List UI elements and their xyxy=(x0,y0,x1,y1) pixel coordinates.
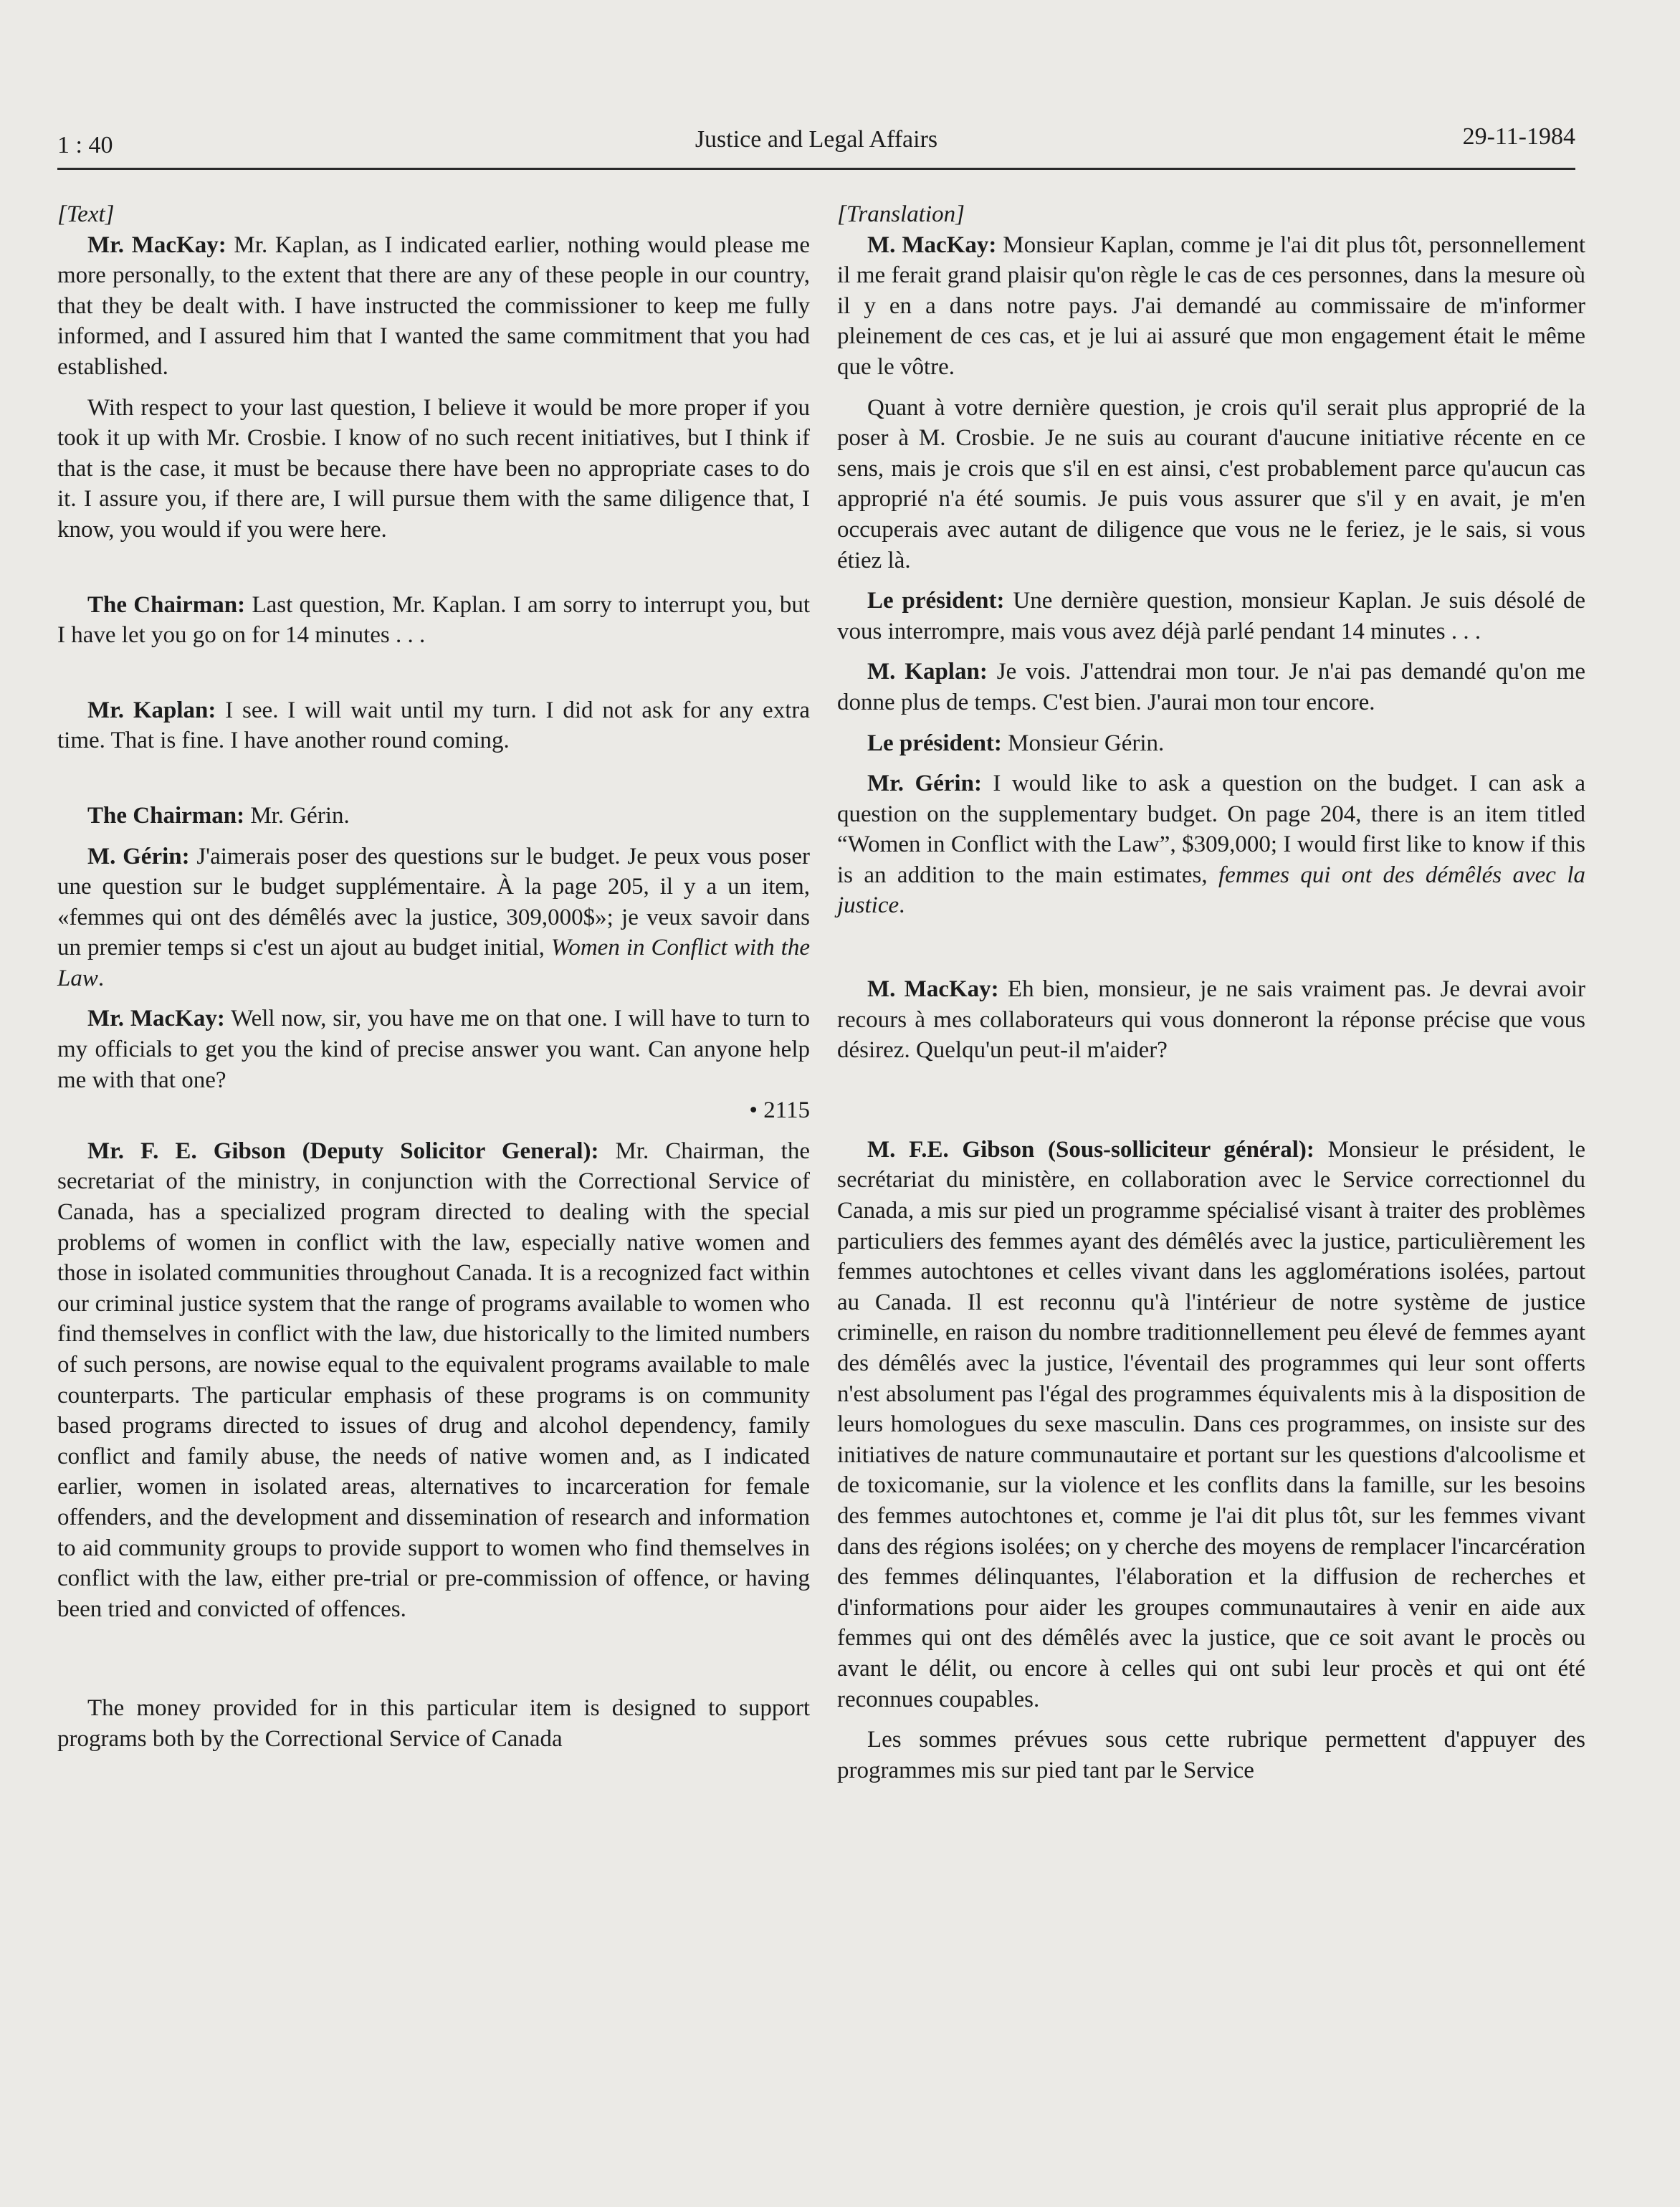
speech-text: I would like to ask a question on the budget. I can ask a question on the supplementary budget. On page 204, there is an item titled “Women in Conflict with the Law”, $309,000; I would first like to know if this is an addition to the main estimates, xyxy=(837,771,1585,888)
speech-text: Monsieur le président, le secrétariat du ministère, en collaboration avec le Service correctionnel du Canada, a mis sur pied un programme spécialisé visant à traiter des problèmes particuliers des femmes ayant des démêlés avec la justice, particulièrement les femmes autochtones et celles vivant dans les agglomérations isolées, partout au Canada. Il est reconnu qu'à l'intérieur de notre système de justice criminelle, en raison du nombre traditionnellement peu élevé de femmes ayant des démêlés avec la justice, l'éventail des programmes qui leur sont offerts n'est absolument pas l'égal des programmes équivalents mis à la disposition de leurs homologues du sexe masculin. Dans ces programmes, on insiste sur des initiatives de nature communautaire et portant sur les questions d'alcoolisme et de toxicomanie, sur la violence et les conflits dans la famille, sur les besoins des femmes autochtones et, comme je l'ai dit plus tôt, sur les femmes vivant dans des régions isolées; on y cherche des moyens de remplacer l'incarcération des femmes délinquantes, l'élaboration et la diffusion de recherches et d'informations pour aider les groupes communautaires à venir en aide aux femmes qui ont des démêlés avec la justice, que ce soit avant le procès ou avant le délit, ou encore à celles qui ont subi leur procès et qui ont été reconnues coupables. xyxy=(837,1136,1585,1712)
speaker-name: M. F.E. Gibson (Sous-solliciteur général): xyxy=(867,1136,1314,1163)
speech-text: Mr. Gérin. xyxy=(244,802,350,829)
speaker-name: The Chairman: xyxy=(87,591,246,618)
paragraph-chairman-1-fr xyxy=(837,586,1585,647)
speaker-name: M. Kaplan: xyxy=(867,659,988,685)
italic-title: Women in Conflict with the Law xyxy=(57,935,810,991)
paragraph-gerin-fr xyxy=(837,768,1585,921)
speaker-name: Mr. Gérin: xyxy=(867,771,982,797)
speaker-name: M. MacKay: xyxy=(867,232,997,258)
speaker-name: Mr. Kaplan: xyxy=(87,697,216,723)
italic-title: femmes qui ont des démêlés avec la justice xyxy=(837,862,1586,919)
text-tag: [Text] xyxy=(57,201,115,227)
paragraph-kaplan-fr xyxy=(837,657,1585,718)
page-date: 29-11-1984 xyxy=(1462,123,1575,150)
time-marker: • 2115 xyxy=(749,1097,810,1124)
speaker-name: M. Gérin: xyxy=(87,843,190,869)
running-title: Justice and Legal Affairs xyxy=(695,126,938,153)
speaker-name: Mr. F. E. Gibson (Deputy Solicitor General): xyxy=(87,1138,599,1164)
speech-text: Last question, Mr. Kaplan. I am sorry to interrupt you, but I have let you go on for 14 minutes . . . xyxy=(57,591,811,649)
french-column xyxy=(837,199,1585,1786)
speech-text: Une dernière question, monsieur Kaplan. Je suis désolé de vous interrompre, mais vous avez déjà parlé pendant 14 minutes . . . xyxy=(837,588,1586,644)
paragraph-gibson-1-fr xyxy=(837,1135,1585,1715)
page-header xyxy=(57,123,1575,166)
speech-text: Je vois. J'attendrai mon tour. Je n'ai pas demandé qu'on me donne plus de temps. C'est bien. J'aurai mon tour encore. xyxy=(837,659,1585,715)
paragraph-mackay-3 xyxy=(57,1004,810,1095)
paragraph-chairman-2 xyxy=(57,801,810,831)
translation-tag: [Translation] xyxy=(837,201,965,227)
paragraph-gerin xyxy=(57,842,810,994)
paragraph-chairman-1 xyxy=(57,590,810,651)
speech-text: J'aimerais poser des questions sur le budget. Je peux vous poser une question sur le budget supplémentaire. À la page 205, il y a un item, «femmes qui ont des démêlés avec la justice, 309,000$»; je veux savoir dans un premier temps si c'est un ajout au budget initial, xyxy=(57,843,811,961)
speaker-name: Mr. MacKay: xyxy=(87,1006,225,1032)
paragraph-mackay-1 xyxy=(57,230,810,383)
paragraph-gibson-1 xyxy=(57,1136,810,1625)
speech-text: I see. I will wait until my turn. I did not ask for any extra time. That is fine. I have another round coming. xyxy=(57,697,810,754)
paragraph-mackay-2: With respect to your last question, I believe it would be more proper if you took it up with Mr. Crosbie. I know of no such recent initiatives, but I think if that is the case, it must be because there have been no appropriate cases to do it. I assure you, if there are, I will pursue them with the same diligence that, I know, you would if you were here. xyxy=(57,394,810,543)
paragraph-mackay-2-fr: Quant à votre dernière question, je crois qu'il serait plus approprié de la poser à M. Crosbie. Je ne suis au courant d'aucune initiative récente en ce sens, mais je crois que s'il en est ainsi, c'est probablement parce qu'aucun cas approprié n'a été soumis. Je puis vous assurer que s'il y en avait, je m'en occuperais avec autant de diligence que vous ne le feriez, je le sais, si vous étiez là. xyxy=(837,394,1585,573)
speaker-name: The Chairman: xyxy=(87,802,245,829)
speech-text: Monsieur Kaplan, comme je l'ai dit plus tôt, personnellement il me ferait grand plaisir qu'on règle le cas de ces personnes, dans la mesure où il y en a dans notre pays. J'ai demandé au commissaire de m'informer pleinement de ces cas, et je lui ai assuré que mon engagement était le même que le vôtre. xyxy=(837,232,1585,380)
paragraph-mackay-3-fr xyxy=(837,974,1585,1066)
header-rule xyxy=(57,168,1575,170)
english-column xyxy=(57,199,810,1755)
paragraph-chairman-2-fr xyxy=(837,728,1585,759)
speech-text: Mr. Kaplan, as I indicated earlier, nothing would please me more personally, to the extent that there are any of these people in our country, that they be dealt with. I have instructed the commissioner to keep me fully informed, and I assured him that I wanted the same commitment that you had established. xyxy=(57,232,810,380)
speech-text: Well now, sir, you have me on that one. I will have to turn to my officials to get you the kind of precise answer you want. Can anyone help me with that one? xyxy=(57,1006,810,1093)
speaker-name: Le président: xyxy=(867,730,1002,756)
speech-text-end: . xyxy=(97,965,105,991)
paragraph-kaplan xyxy=(57,695,810,756)
speaker-name: Le président: xyxy=(867,588,1005,614)
speech-text: Mr. Chairman, the secretariat of the ministry, in conjunction with the Correctional Service of Canada, has a specialized program directed to dealing with the special problems of women in conflict with the law, especially native women and those in isolated communities throughout Canada. It is a recognized fact within our criminal justice system that the range of programs available to women who find themselves in conflict with the law, due historically to the limited numbers of such persons, are nowise equal to the equivalent programs available to male counterparts. The particular emphasis of these programs is on community based programs directed to issues of drug and alcohol dependency, family conflict and family abuse, the needs of native women and, as I indicated earlier, women in isolated areas, alternatives to incarceration for female offenders, and the development and dissemination of research and information to aid community groups to provide support to women who find themselves in conflict with the law, either pre-trial or pre-commission of offence, or having been tried and convicted of offences. xyxy=(57,1138,810,1622)
page-number: 1 : 40 xyxy=(57,132,113,158)
speech-text: Monsieur Gérin. xyxy=(1001,730,1165,756)
speech-text-end: . xyxy=(899,892,905,919)
paragraph-mackay-1-fr xyxy=(837,230,1585,383)
paragraph-gibson-2: The money provided for in this particular item is designed to support programs both by the Correctional Service of Canada xyxy=(57,1695,810,1752)
speaker-name: M. MacKay: xyxy=(867,976,999,1003)
paragraph-gibson-2-fr: Les sommes prévues sous cette rubrique permettent d'appuyer des programmes mis sur pied tant par le Service xyxy=(837,1727,1585,1783)
speech-text: Eh bien, monsieur, je ne sais vraiment pas. Je devrai avoir recours à mes collaborateurs qui vous donneront la réponse précise que vous désirez. Quelqu'un peut-il m'aider? xyxy=(837,976,1585,1064)
speaker-name: Mr. MacKay: xyxy=(87,232,226,258)
